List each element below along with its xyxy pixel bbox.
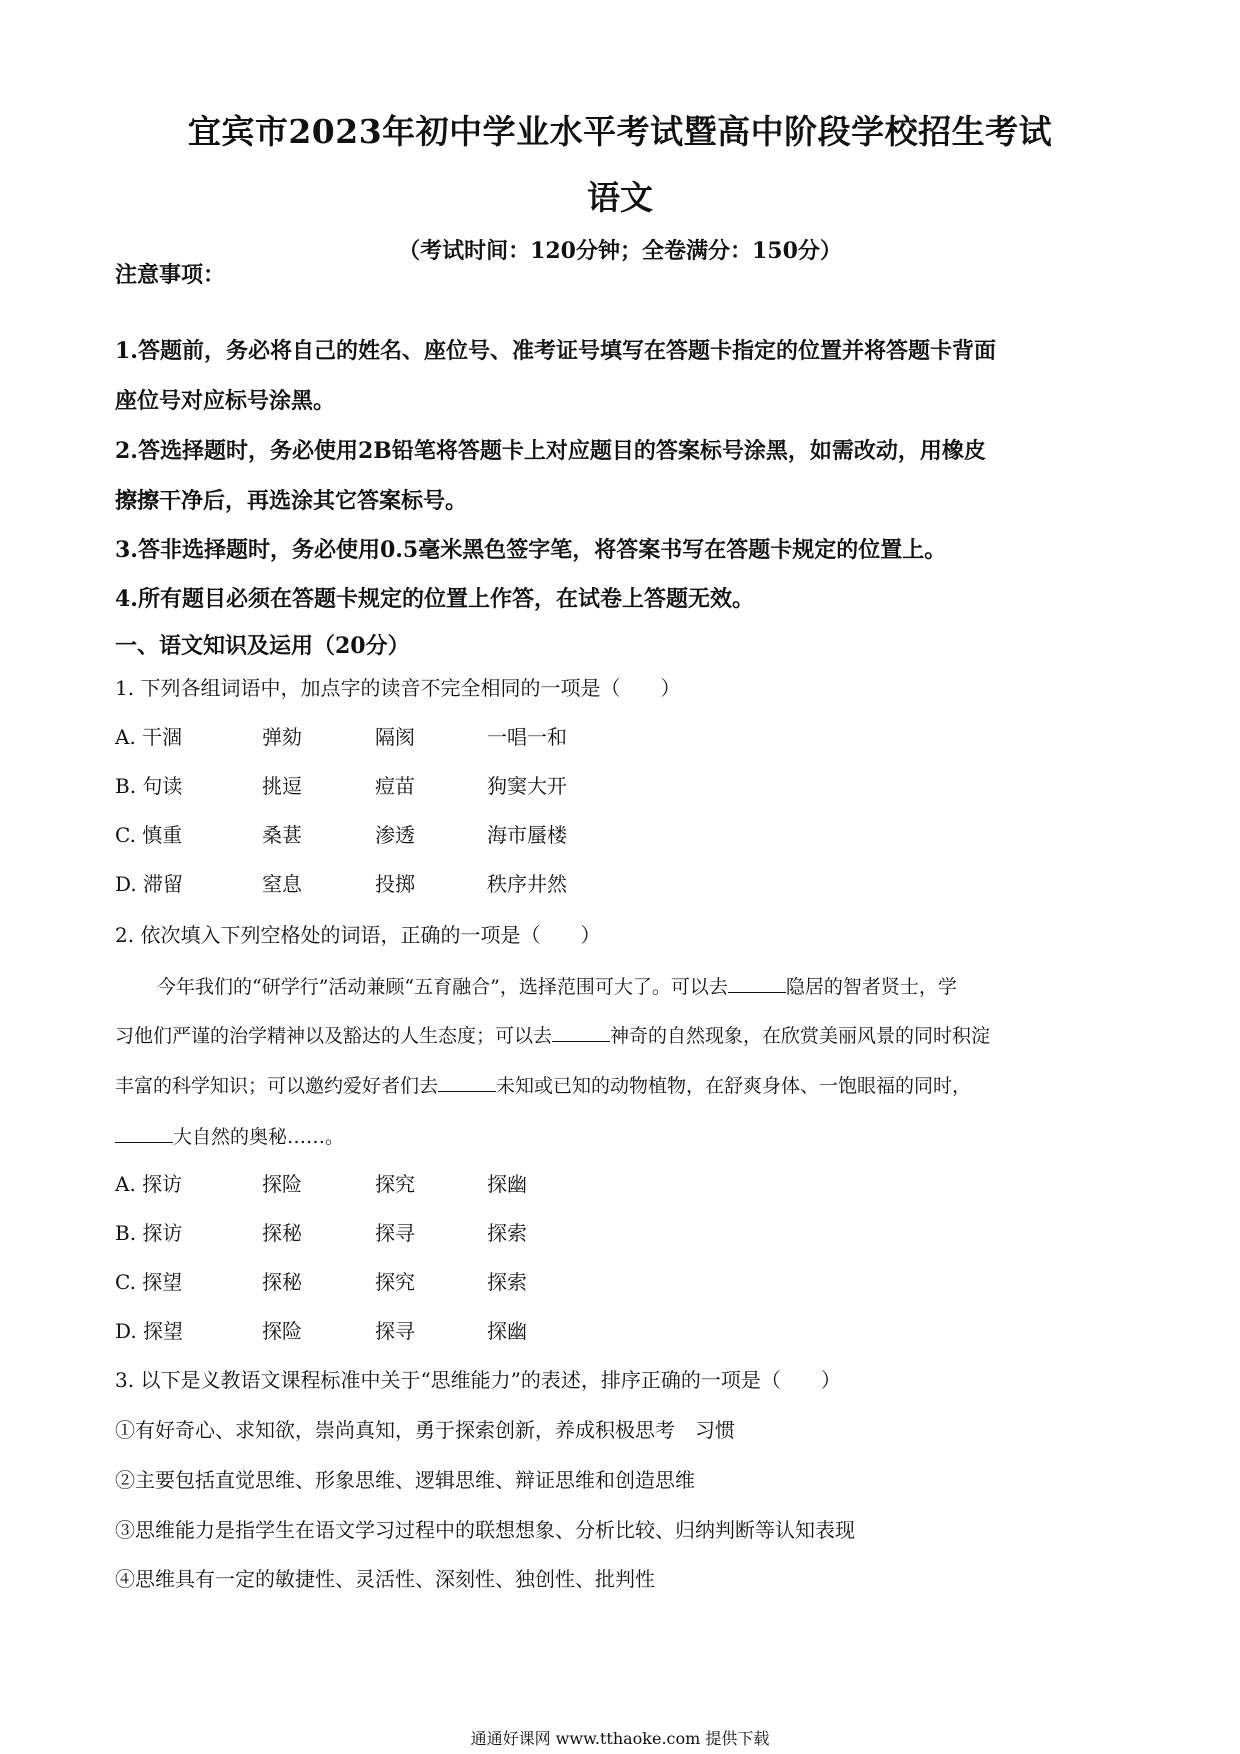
option-cell: 探秘: [262, 1221, 302, 1245]
notes-heading: 注意事项：: [115, 262, 226, 288]
fill-blank: [728, 974, 786, 993]
option-cell: 秩序井然: [487, 872, 567, 896]
passage-text: 隐居的智者贤士，学: [785, 976, 957, 998]
option-cell: C. 慎重: [115, 823, 183, 847]
option-cell: 探幽: [487, 1319, 527, 1343]
section-heading: 一、语文知识及运用（20分）: [115, 633, 410, 659]
option-cell: 渗透: [375, 823, 415, 847]
option-cell: 探寻: [375, 1319, 415, 1343]
option-cell: A. 探访: [115, 1172, 183, 1196]
notes-item: 擦擦干净后，再选涂其它答案标号。: [115, 488, 468, 514]
notes-item: 座位号对应标号涂黑。: [115, 388, 336, 414]
option-cell: 挑逗: [262, 774, 302, 798]
fill-blank: [552, 1023, 610, 1042]
option-cell: 探险: [262, 1172, 302, 1196]
option-cell: 探秘: [262, 1270, 302, 1294]
notes-item: 1.答题前，务必将自己的姓名、座位号、准考证号填写在答题卡指定的位置并将答题卡背面: [115, 338, 996, 364]
q3-item: ①有好奇心、求知欲，崇尚真知，勇于探索创新，养成积极思考 习惯: [115, 1418, 735, 1442]
option-cell: 桑葚: [262, 823, 302, 847]
option-cell: 探索: [487, 1270, 527, 1294]
option-cell: 投掷: [375, 872, 415, 896]
passage-text: 今年我们的“研学行”活动兼顾“五育融合”，选择范围可大了。可以去: [157, 976, 728, 998]
notes-item: 2.答选择题时，务必使用2B铅笔将答题卡上对应题目的答案标号涂黑，如需改动，用橡皮: [115, 438, 986, 464]
q2-passage-line: [157, 972, 957, 999]
option-cell: D. 滞留: [115, 872, 184, 896]
q1-stem: 1. 下列各组词语中，加点字的读音不完全相同的一项是（ ）: [115, 676, 681, 700]
option-cell: C. 探望: [115, 1270, 183, 1294]
q2-passage-line: [115, 1071, 971, 1098]
passage-text: 丰富的科学知识；可以邀约爱好者们去: [115, 1075, 439, 1097]
option-cell: 探寻: [375, 1221, 415, 1245]
q2-passage-line: [115, 1122, 344, 1149]
fill-blank: [115, 1124, 173, 1143]
option-cell: 隔阂: [375, 725, 415, 749]
q3-item: ④思维具有一定的敏捷性、灵活性、深刻性、独创性、批判性: [115, 1567, 655, 1591]
option-cell: 探索: [487, 1221, 527, 1245]
option-cell: 痘苗: [375, 774, 415, 798]
option-cell: A. 干涸: [115, 725, 183, 749]
notes-item: 3.答非选择题时，务必使用0.5毫米黑色签字笔，将答案书写在答题卡规定的位置上。: [115, 537, 947, 563]
q3-item: ③思维能力是指学生在语文学习过程中的联想想象、分析比较、归纳判断等认知表现: [115, 1518, 855, 1542]
option-cell: 一唱一和: [487, 725, 567, 749]
footer-credit: 通通好课网 www.tthaoke.com 提供下载: [470, 1729, 770, 1748]
option-cell: B. 句读: [115, 774, 183, 798]
option-cell: 探究: [375, 1172, 415, 1196]
passage-text: 大自然的奥秘……。: [173, 1126, 345, 1148]
option-cell: 弹劾: [262, 725, 302, 749]
q2-stem: 2. 依次填入下列空格处的词语，正确的一项是（ ）: [115, 923, 601, 947]
option-cell: 探究: [375, 1270, 415, 1294]
option-cell: 窒息: [262, 872, 302, 896]
q2-passage-line: [115, 1021, 990, 1048]
option-cell: 狗窦大开: [487, 774, 567, 798]
passage-text: 未知或已知的动物植物，在舒爽身体、一饱眼福的同时，: [496, 1075, 972, 1097]
exam-info: （考试时间：120分钟；全卷满分：150分）: [398, 238, 842, 264]
option-cell: B. 探访: [115, 1221, 183, 1245]
subject-title: 语文: [587, 178, 653, 217]
option-cell: 探险: [262, 1319, 302, 1343]
q3-item: ②主要包括直觉思维、形象思维、逻辑思维、辩证思维和创造思维: [115, 1468, 695, 1492]
notes-item: 4.所有题目必须在答题卡规定的位置上作答，在试卷上答题无效。: [115, 586, 754, 612]
passage-text: 习他们严谨的治学精神以及豁达的人生态度；可以去: [115, 1025, 553, 1047]
option-cell: 探幽: [487, 1172, 527, 1196]
passage-text: 神奇的自然现象，在欣赏美丽风景的同时积淀: [610, 1025, 991, 1047]
q3-stem: 3. 以下是义教语文课程标准中关于“思维能力”的表述，排序正确的一项是（ ）: [115, 1368, 841, 1392]
option-cell: 海市蜃楼: [487, 823, 567, 847]
fill-blank: [438, 1073, 496, 1092]
option-cell: D. 探望: [115, 1319, 184, 1343]
exam-title: 宜宾市2023年初中学业水平考试暨高中阶段学校招生考试: [187, 112, 1053, 151]
